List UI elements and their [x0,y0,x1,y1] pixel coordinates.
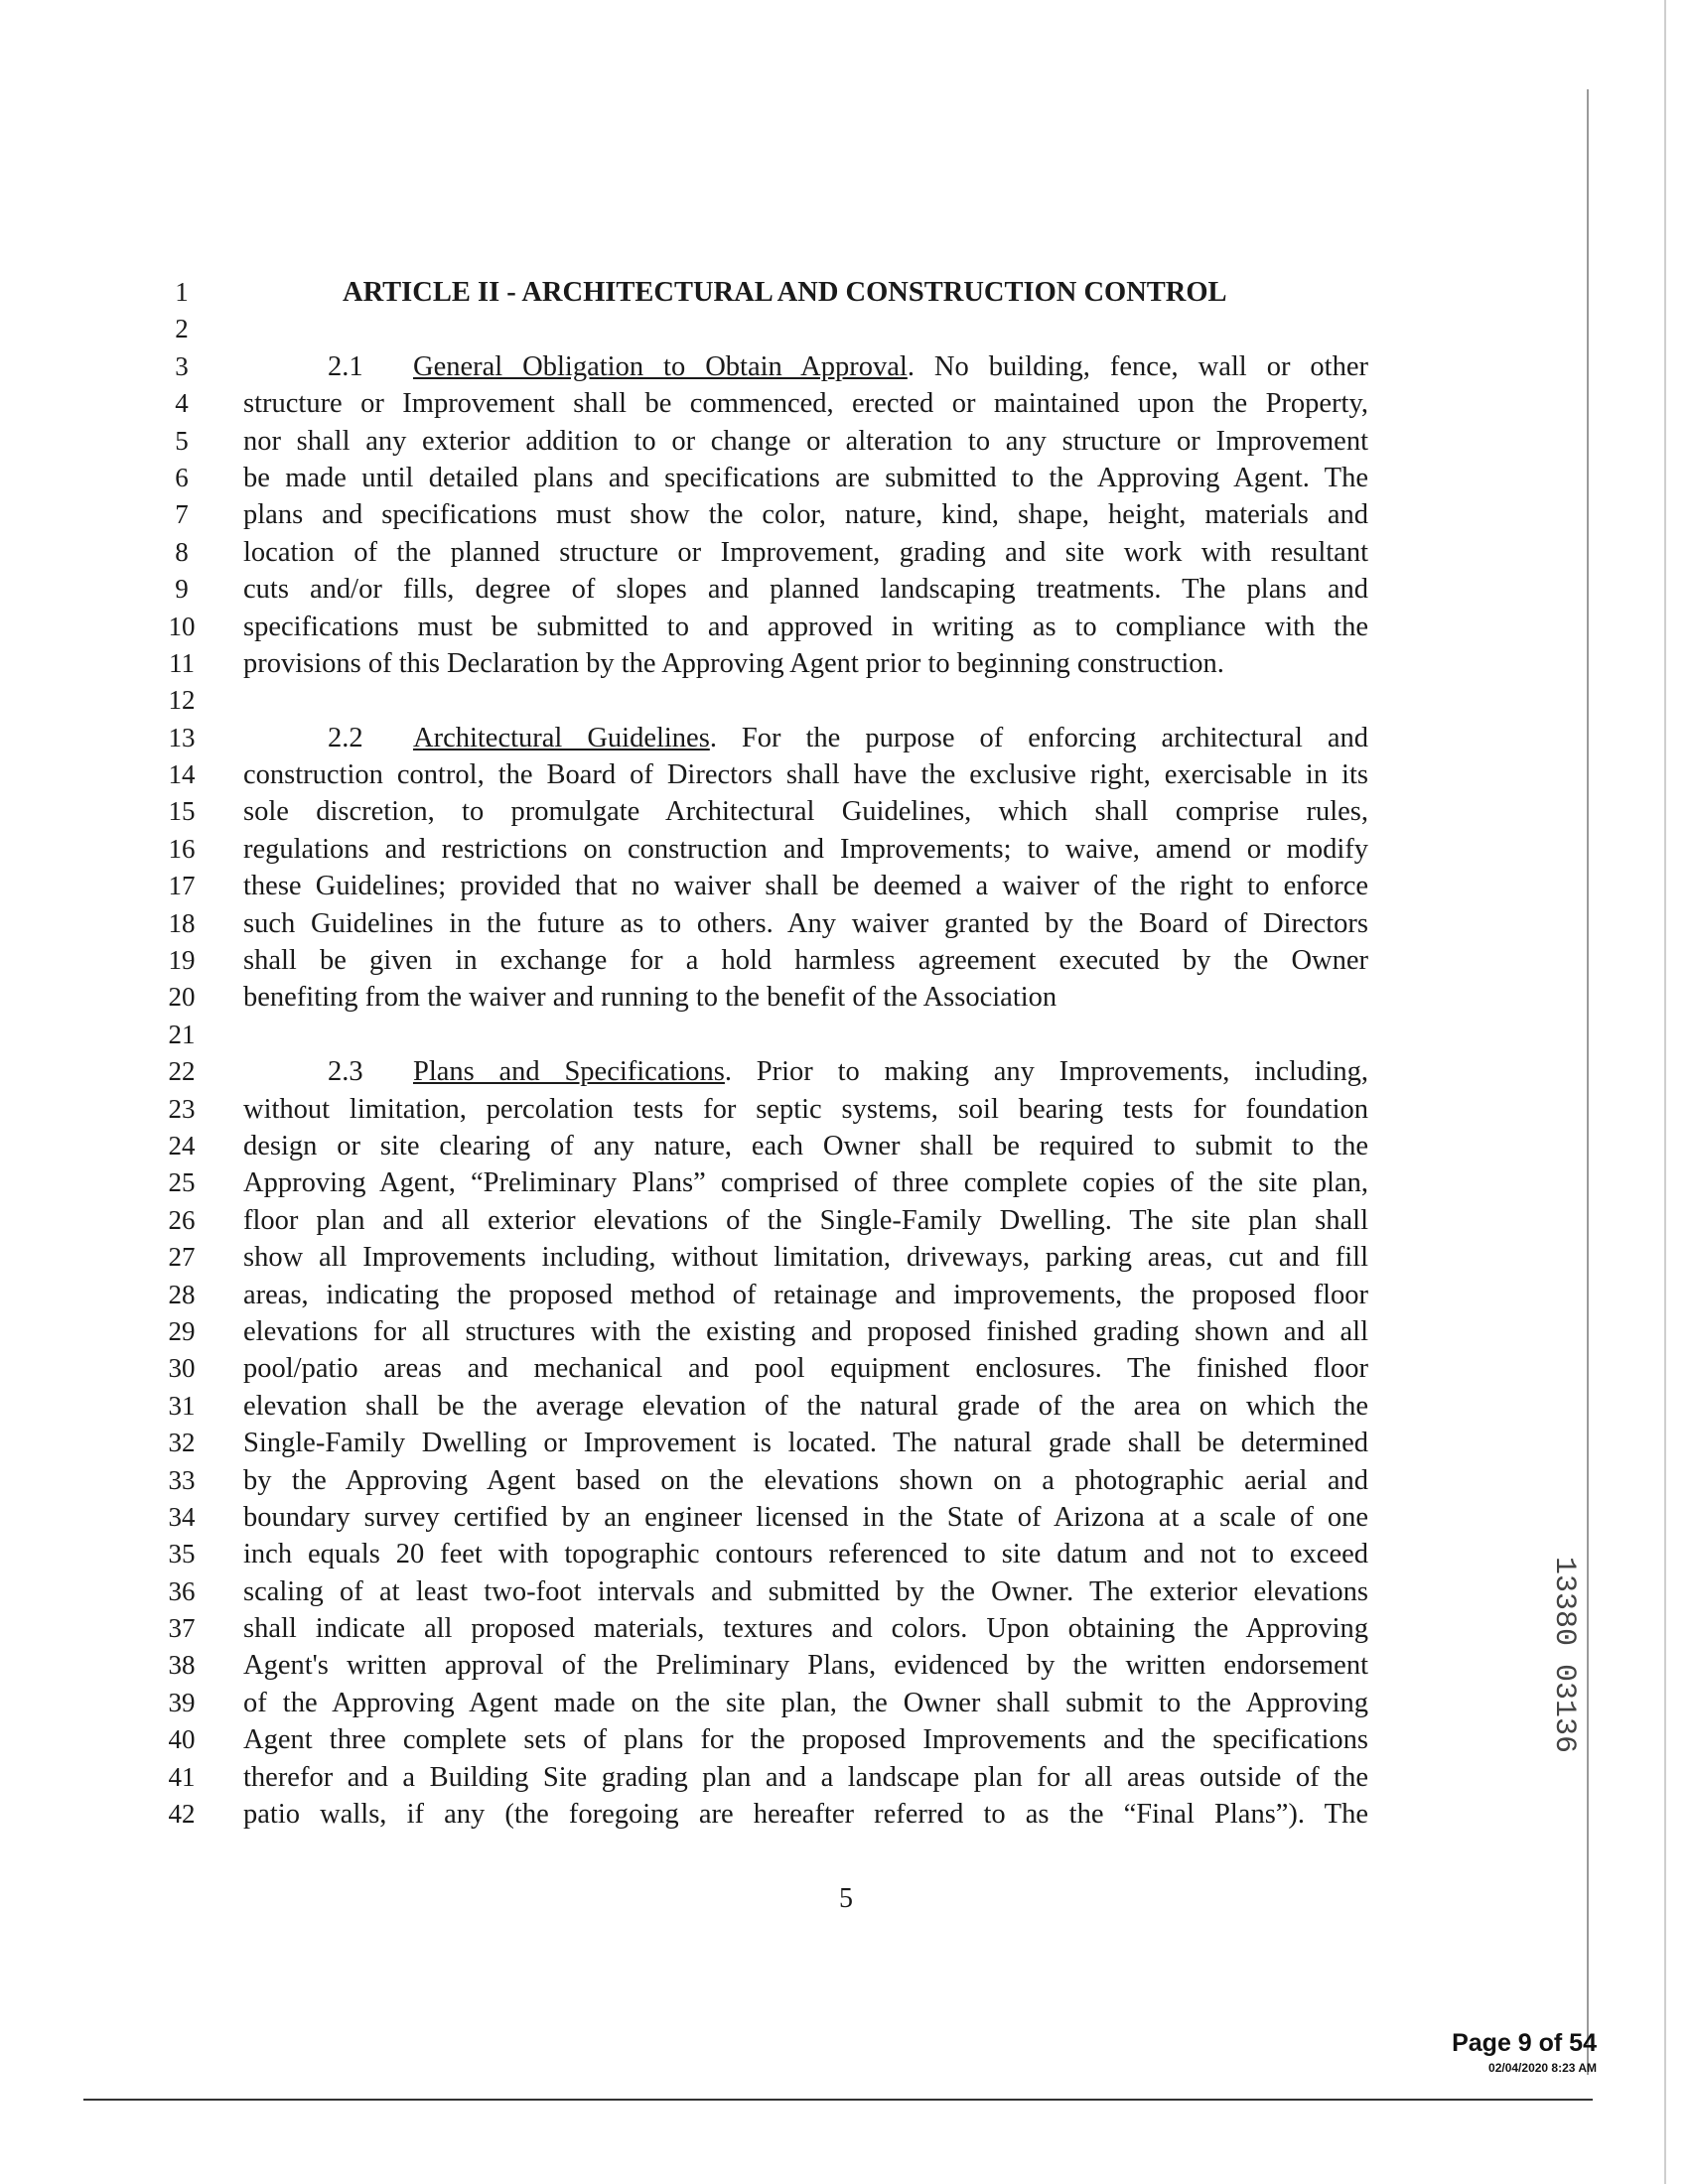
text-line [159,645,1390,682]
line-text: these Guidelines; provided that no waiver shall be deemed a waiver of the right to enforce [243,871,1368,902]
line-number: 33 [168,1464,196,1495]
text-line [159,868,1390,904]
line-text: sole discretion, to promulgate Architectural Guidelines, which shall comprise rules, [243,796,1368,828]
line-number: 27 [168,1242,196,1273]
line-number: 35 [168,1539,196,1570]
text-line [159,385,1390,422]
line-text: therefor and a Building Site grading plan and a landscape plan for all areas outside of the [243,1761,1368,1793]
text-line [159,720,1390,756]
line-number: 34 [168,1501,196,1532]
line-text: elevations for all structures with the existing and proposed finished grading shown and all [243,1315,1368,1347]
line-number: 11 [169,647,195,678]
line-text: shall indicate all proposed materials, textures and colors. Upon obtaining the Approving [243,1613,1368,1645]
line-number: 5 [175,425,189,456]
line-number: 26 [168,1204,196,1235]
line-text: Single-Family Dwelling or Improvement is located. The natural grade shall be determined [243,1428,1368,1459]
line-number: 16 [168,833,196,864]
text-line [159,1796,1390,1833]
section-title: Plans and Specifications [413,1056,725,1088]
line-text: construction control, the Board of Directors shall have the exclusive right, exercisable in its [243,759,1368,791]
section-first-line [243,720,1368,756]
text-line [159,423,1390,460]
line-number: 14 [168,759,196,790]
scan-edge-line [1664,0,1666,2184]
line-number: 39 [168,1687,196,1717]
line-number: 29 [168,1315,196,1346]
text-line [159,1721,1390,1758]
recording-number: 13380 03136 [1547,1557,1581,1754]
line-text: pool/patio areas and mechanical and pool equipment enclosures. The finished floor [243,1353,1368,1385]
margin-rule [1587,89,1589,2075]
line-number: 8 [175,536,189,567]
article-heading: ARTICLE II - ARCHITECTURAL AND CONSTRUCTION CONTROL [343,277,1227,308]
line-text: Agent's written approval of the Preliminary Plans, evidenced by the written endorsement [243,1650,1368,1682]
line-number: 13 [168,722,196,752]
text-line [159,1350,1390,1387]
page-count-stamp: Page 9 of 54 [1452,2029,1597,2057]
line-number: 37 [168,1613,196,1644]
section-number: 2.3 [328,1056,363,1088]
text-line [159,682,1390,719]
text-line [159,1017,1390,1053]
line-text: boundary survey certified by an engineer licensed in the State of Arizona at a scale of one [243,1501,1368,1533]
line-text: Agent three complete sets of plans for the proposed Improvements and the specifications [243,1724,1368,1756]
section-number: 2.2 [328,722,363,753]
line-text: benefiting from the waiver and running to the benefit of the Association [243,982,1058,1014]
text-line [159,571,1390,608]
line-text: such Guidelines in the future as to others. Any waiver granted by the Board of Directors [243,907,1368,939]
recording-datetime: 02/04/2020 8:23 AM [1488,2061,1597,2075]
text-line [159,1573,1390,1610]
text-line [159,348,1390,385]
text-line [159,1128,1390,1164]
line-number: 40 [168,1724,196,1755]
line-text: scaling of at least two-foot intervals and submitted by the Owner. The exterior elevations [243,1575,1368,1607]
line-number: 2 [175,314,189,344]
line-number: 24 [168,1130,196,1160]
line-number: 25 [168,1167,196,1198]
numbered-text-body [159,274,1390,1833]
text-line [159,1091,1390,1128]
line-number: 1 [175,277,189,307]
text-line [159,460,1390,496]
text-line [159,1499,1390,1536]
section-text: . Prior to making any Improvements, including, [724,1056,1368,1088]
line-number: 15 [168,796,196,827]
line-number: 30 [168,1353,196,1384]
text-line [159,1610,1390,1647]
line-text: show all Improvements including, without limitation, driveways, parking areas, cut and fill [243,1242,1368,1274]
bottom-rule [83,2099,1593,2101]
line-text: by the Approving Agent based on the elevations shown on a photographic aerial and [243,1464,1368,1496]
text-line [159,1313,1390,1350]
text-line [159,1164,1390,1201]
text-line [159,831,1390,868]
line-number: 21 [168,1019,196,1049]
line-number: 6 [175,462,189,492]
line-text: design or site clearing of any nature, each Owner shall be required to submit to the [243,1130,1368,1161]
line-number: 22 [168,1056,196,1087]
line-number: 28 [168,1279,196,1309]
line-number: 38 [168,1650,196,1681]
line-text: Approving Agent, “Preliminary Plans” comprised of three complete copies of the site plan, [243,1167,1368,1199]
line-number: 36 [168,1575,196,1606]
line-number: 12 [168,685,196,716]
text-line [159,1685,1390,1721]
text-line [159,311,1390,347]
line-text: regulations and restrictions on construction and Improvements; to waive, amend or modify [243,833,1368,865]
text-line [159,496,1390,533]
line-number: 42 [168,1799,196,1830]
line-text: of the Approving Agent made on the site plan, the Owner shall submit to the Approving [243,1687,1368,1718]
section-first-line [243,348,1368,385]
line-number: 23 [168,1093,196,1124]
section-first-line [243,1053,1368,1090]
line-number: 32 [168,1428,196,1458]
text-line [159,1647,1390,1684]
line-number: 18 [168,907,196,938]
text-line [159,1388,1390,1425]
text-line [159,756,1390,793]
text-line [159,274,1390,311]
text-line [159,1277,1390,1313]
text-line [159,905,1390,942]
line-text: elevation shall be the average elevation of the natural grade of the area on which the [243,1390,1368,1422]
line-text: provisions of this Declaration by the Approving Agent prior to beginning construction. [243,647,1224,679]
text-line [159,793,1390,830]
line-number: 4 [175,388,189,419]
section-text: . No building, fence, wall or other [907,350,1368,382]
text-line [159,534,1390,571]
text-line [159,1425,1390,1461]
line-text: areas, indicating the proposed method of retainage and improvements, the proposed floor [243,1279,1368,1310]
text-line [159,1536,1390,1572]
line-text: cuts and/or fills, degree of slopes and planned landscaping treatments. The plans and [243,574,1368,606]
line-text: without limitation, percolation tests for septic systems, soil bearing tests for foundation [243,1093,1368,1125]
line-number: 7 [175,499,189,530]
line-text: structure or Improvement shall be commenced, erected or maintained upon the Property, [243,388,1368,420]
section-title: General Obligation to Obtain Approval [413,350,908,382]
text-line [159,1759,1390,1796]
line-text: nor shall any exterior addition to or change or alteration to any structure or Improvement [243,425,1368,457]
text-line [159,609,1390,645]
section-text: . For the purpose of enforcing architectural and [709,722,1369,753]
line-text: patio walls, if any (the foregoing are hereafter referred to as the “Final Plans”). The [243,1799,1368,1831]
text-line [159,1202,1390,1239]
line-text: floor plan and all exterior elevations of the Single-Family Dwelling. The site plan shall [243,1204,1368,1236]
line-number: 9 [175,574,189,605]
line-number: 19 [168,945,196,976]
line-number: 3 [175,350,189,381]
line-number: 10 [168,611,196,641]
text-line [159,1053,1390,1090]
text-line [159,942,1390,979]
line-text: specifications must be submitted to and approved in writing as to compliance with the [243,611,1368,642]
text-line [159,1462,1390,1499]
line-text: plans and specifications must show the color, nature, kind, shape, height, materials and [243,499,1368,531]
line-text: be made until detailed plans and specifications are submitted to the Approving Agent. The [243,462,1368,493]
page-number: 5 [839,1883,853,1914]
line-text: shall be given in exchange for a hold harmless agreement executed by the Owner [243,945,1368,977]
line-number: 17 [168,871,196,901]
section-number: 2.1 [328,350,363,382]
line-text: location of the planned structure or Improvement, grading and site work with resultant [243,536,1368,568]
line-number: 31 [168,1390,196,1421]
text-line [159,1239,1390,1276]
section-title: Architectural Guidelines [413,722,710,753]
text-line [159,979,1390,1016]
line-text: inch equals 20 feet with topographic contours referenced to site datum and not to exceed [243,1539,1368,1570]
line-number: 41 [168,1761,196,1792]
line-number: 20 [168,982,196,1013]
